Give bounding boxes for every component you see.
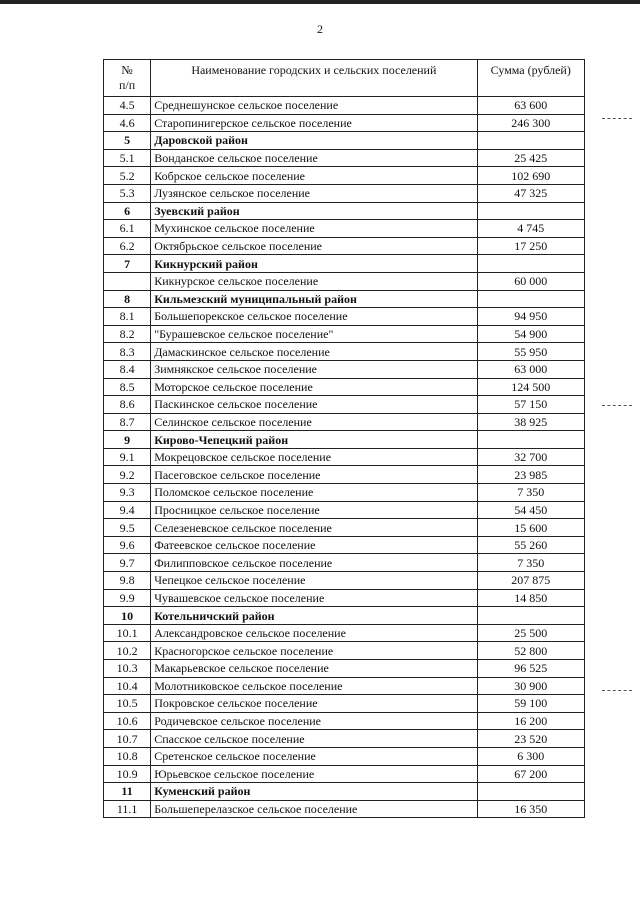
row-name: Мухинское сельское поселение <box>151 220 477 238</box>
row-sum: 60 000 <box>477 272 584 290</box>
table-row <box>104 448 585 466</box>
row-sum: 15 600 <box>477 519 584 537</box>
row-num: 11 <box>104 783 151 801</box>
row-sum: 59 100 <box>477 695 584 713</box>
row-name: Даровской район <box>151 132 477 150</box>
row-sum: 32 700 <box>477 448 584 466</box>
row-num: 10 <box>104 607 151 625</box>
row-sum: 55 260 <box>477 536 584 554</box>
row-num: 10.9 <box>104 765 151 783</box>
row-name: Лузянское сельское поселение <box>151 184 477 202</box>
row-num: 10.8 <box>104 747 151 765</box>
row-sum: 67 200 <box>477 765 584 783</box>
table-row <box>104 466 585 484</box>
row-num: 5.2 <box>104 167 151 185</box>
table-row <box>104 712 585 730</box>
district-row <box>104 607 585 625</box>
row-num: 10.6 <box>104 712 151 730</box>
row-name: Кобрское сельское поселение <box>151 167 477 185</box>
row-num: 9.6 <box>104 536 151 554</box>
table-row <box>104 747 585 765</box>
table-row <box>104 272 585 290</box>
row-name: Пасеговское сельское поселение <box>151 466 477 484</box>
row-sum: 6 300 <box>477 747 584 765</box>
row-name: "Бурашевское сельское поселение" <box>151 325 477 343</box>
table-row <box>104 167 585 185</box>
table-row <box>104 501 585 519</box>
header-name: Наименование городских и сельских поселений <box>151 60 477 97</box>
row-num: 10.2 <box>104 642 151 660</box>
table-row <box>104 360 585 378</box>
table-row <box>104 413 585 431</box>
row-name: Кикнурский район <box>151 255 477 273</box>
row-name: Макарьевское сельское поселение <box>151 660 477 678</box>
row-name: Кикнурское сельское поселение <box>151 272 477 290</box>
row-num: 7 <box>104 255 151 273</box>
row-sum: 63 000 <box>477 360 584 378</box>
row-num: 9.5 <box>104 519 151 537</box>
row-num: 10.7 <box>104 730 151 748</box>
row-num: 8 <box>104 290 151 308</box>
row-sum: 25 425 <box>477 149 584 167</box>
row-name: Филипповское сельское поселение <box>151 554 477 572</box>
row-sum: 16 350 <box>477 800 584 818</box>
row-sum: 38 925 <box>477 413 584 431</box>
table-row <box>104 149 585 167</box>
table-row <box>104 220 585 238</box>
row-sum <box>477 607 584 625</box>
row-sum <box>477 783 584 801</box>
row-num: 10.3 <box>104 660 151 678</box>
row-sum: 94 950 <box>477 308 584 326</box>
row-sum: 47 325 <box>477 184 584 202</box>
row-sum: 55 950 <box>477 343 584 361</box>
row-sum: 96 525 <box>477 660 584 678</box>
row-num: 5 <box>104 132 151 150</box>
row-sum <box>477 431 584 449</box>
table-row <box>104 184 585 202</box>
table-row <box>104 325 585 343</box>
row-num: 10.4 <box>104 677 151 695</box>
row-num: 8.3 <box>104 343 151 361</box>
page-number: 2 <box>317 22 323 36</box>
row-name: Чувашевское сельское поселение <box>151 589 477 607</box>
margin-mark <box>602 118 632 121</box>
row-sum: 54 450 <box>477 501 584 519</box>
settlements-table <box>103 59 585 818</box>
row-name: Юрьевское сельское поселение <box>151 765 477 783</box>
table-row <box>104 554 585 572</box>
table-row <box>104 536 585 554</box>
row-sum: 14 850 <box>477 589 584 607</box>
table-row <box>104 114 585 132</box>
row-name: Зуевский район <box>151 202 477 220</box>
district-row <box>104 132 585 150</box>
row-name: Молотниковское сельское поселение <box>151 677 477 695</box>
row-name: Поломское сельское поселение <box>151 484 477 502</box>
row-num: 10.1 <box>104 624 151 642</box>
row-sum: 207 875 <box>477 572 584 590</box>
row-num: 11.1 <box>104 800 151 818</box>
top-border-line <box>0 0 640 4</box>
row-sum: 7 350 <box>477 554 584 572</box>
row-sum: 30 900 <box>477 677 584 695</box>
row-sum: 124 500 <box>477 378 584 396</box>
district-row <box>104 431 585 449</box>
district-row <box>104 255 585 273</box>
row-name: Куменский район <box>151 783 477 801</box>
row-num: 6.2 <box>104 237 151 255</box>
table-row <box>104 642 585 660</box>
table-row <box>104 695 585 713</box>
row-name: Селезеневское сельское поселение <box>151 519 477 537</box>
row-sum: 102 690 <box>477 167 584 185</box>
table-row <box>104 396 585 414</box>
row-num: 8.7 <box>104 413 151 431</box>
row-num: 5.3 <box>104 184 151 202</box>
row-name: Вонданское сельское поселение <box>151 149 477 167</box>
row-name: Покровское сельское поселение <box>151 695 477 713</box>
row-sum: 4 745 <box>477 220 584 238</box>
row-num: 6 <box>104 202 151 220</box>
row-name: Фатеевское сельское поселение <box>151 536 477 554</box>
district-row <box>104 783 585 801</box>
row-num: 9.9 <box>104 589 151 607</box>
row-sum: 25 500 <box>477 624 584 642</box>
row-name: Паскинское сельское поселение <box>151 396 477 414</box>
table-row <box>104 378 585 396</box>
row-num: 8.5 <box>104 378 151 396</box>
table-row <box>104 677 585 695</box>
row-num: 4.6 <box>104 114 151 132</box>
row-name: Просницкое сельское поселение <box>151 501 477 519</box>
row-name: Моторское сельское поселение <box>151 378 477 396</box>
district-row <box>104 202 585 220</box>
row-name: Старопинигерское сельское поселение <box>151 114 477 132</box>
row-name: Чепецкое сельское поселение <box>151 572 477 590</box>
row-name: Зимнякское сельское поселение <box>151 360 477 378</box>
header-num: № п/п <box>104 60 151 97</box>
table-row <box>104 308 585 326</box>
row-sum: 7 350 <box>477 484 584 502</box>
table-row <box>104 572 585 590</box>
district-row <box>104 290 585 308</box>
table-row <box>104 624 585 642</box>
row-sum: 16 200 <box>477 712 584 730</box>
row-sum <box>477 202 584 220</box>
row-sum: 52 800 <box>477 642 584 660</box>
table-row <box>104 484 585 502</box>
row-sum: 17 250 <box>477 237 584 255</box>
table-row <box>104 660 585 678</box>
row-num: 9.1 <box>104 448 151 466</box>
row-num <box>104 272 151 290</box>
row-name: Октябрьское сельское поселение <box>151 237 477 255</box>
row-sum: 23 985 <box>477 466 584 484</box>
table-row <box>104 97 585 115</box>
table-row <box>104 519 585 537</box>
row-num: 8.2 <box>104 325 151 343</box>
row-name: Котельничский район <box>151 607 477 625</box>
row-name: Родичевское сельское поселение <box>151 712 477 730</box>
row-sum <box>477 290 584 308</box>
row-num: 9.4 <box>104 501 151 519</box>
row-num: 9.2 <box>104 466 151 484</box>
row-num: 9.7 <box>104 554 151 572</box>
row-name: Мокрецовское сельское поселение <box>151 448 477 466</box>
table-row <box>104 800 585 818</box>
row-sum: 54 900 <box>477 325 584 343</box>
row-sum: 246 300 <box>477 114 584 132</box>
row-name: Спасское сельское поселение <box>151 730 477 748</box>
row-num: 5.1 <box>104 149 151 167</box>
row-num: 9 <box>104 431 151 449</box>
row-sum <box>477 132 584 150</box>
row-num: 4.5 <box>104 97 151 115</box>
row-num: 6.1 <box>104 220 151 238</box>
row-name: Кирово-Чепецкий район <box>151 431 477 449</box>
row-sum: 23 520 <box>477 730 584 748</box>
row-name: Дамаскинское сельское поселение <box>151 343 477 361</box>
row-num: 8.6 <box>104 396 151 414</box>
table-row <box>104 765 585 783</box>
table-row <box>104 589 585 607</box>
row-sum: 63 600 <box>477 97 584 115</box>
row-name: Большепорекское сельское поселение <box>151 308 477 326</box>
row-sum <box>477 255 584 273</box>
row-name: Кильмезский муниципальный район <box>151 290 477 308</box>
row-num: 8.1 <box>104 308 151 326</box>
row-name: Среднешунское сельское поселение <box>151 97 477 115</box>
row-name: Александровское сельское поселение <box>151 624 477 642</box>
row-num: 9.3 <box>104 484 151 502</box>
row-name: Красногорское сельское поселение <box>151 642 477 660</box>
table-row <box>104 343 585 361</box>
row-name: Большеперелазское сельское поселение <box>151 800 477 818</box>
table-row <box>104 730 585 748</box>
table-row <box>104 237 585 255</box>
table-header <box>104 60 585 97</box>
row-num: 9.8 <box>104 572 151 590</box>
row-name: Селинское сельское поселение <box>151 413 477 431</box>
row-num: 10.5 <box>104 695 151 713</box>
margin-mark <box>602 690 632 693</box>
header-sum: Сумма (рублей) <box>477 60 584 97</box>
row-name: Сретенское сельское поселение <box>151 747 477 765</box>
margin-mark <box>602 405 632 408</box>
row-num: 8.4 <box>104 360 151 378</box>
row-sum: 57 150 <box>477 396 584 414</box>
